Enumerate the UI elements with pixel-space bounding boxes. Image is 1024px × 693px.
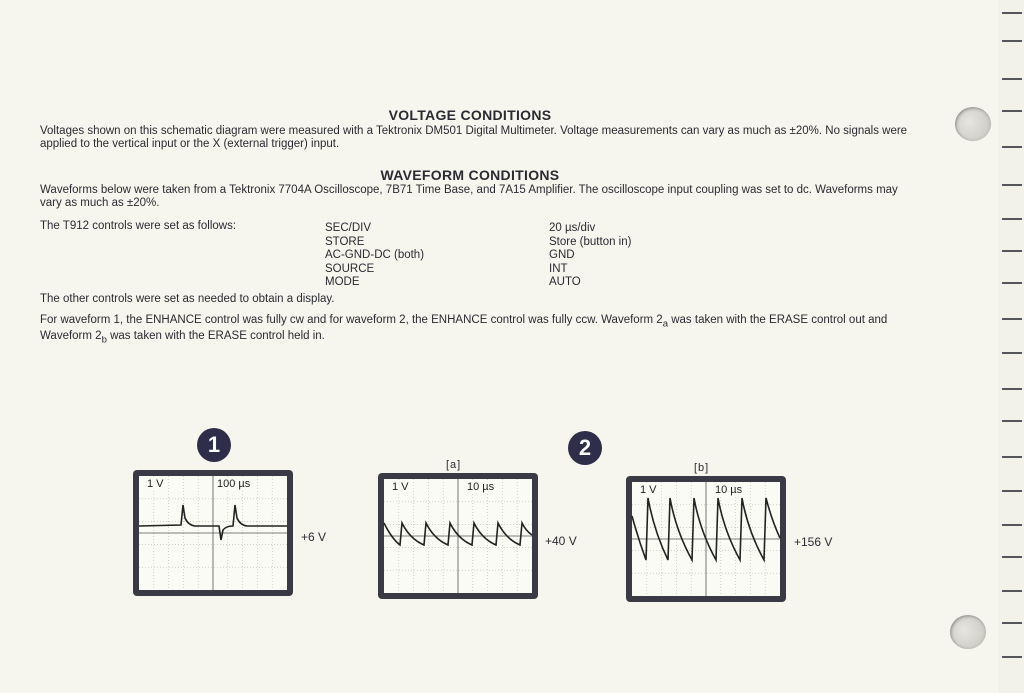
control-name: AC-GND-DC (both) <box>325 249 425 261</box>
oscilloscope-display-2b <box>626 476 786 602</box>
binder-tab <box>1002 318 1022 320</box>
dc-level-label: +6 V <box>301 530 327 544</box>
waveform-1-badge: 1 <box>197 428 231 462</box>
binder-tab <box>1002 388 1022 390</box>
oscilloscope-display-1 <box>133 470 293 596</box>
binder-tab <box>1002 524 1022 526</box>
control-value: AUTO <box>549 276 581 288</box>
binder-tab <box>1002 420 1022 422</box>
control-value: GND <box>549 249 575 261</box>
control-value: 20 µs/div <box>549 222 596 234</box>
waveform-conditions-text: Waveforms below were taken from a Tektronix 7704A Oscilloscope, 7B71 Time Base, and 7A15 Amplifier. The oscilloscope input coupling was set to dc. Waveforms may vary as much as ±20%. <box>40 184 898 209</box>
control-name: SEC/DIV <box>325 222 372 234</box>
binder-tab <box>1002 110 1022 112</box>
controls-values <box>549 222 631 290</box>
binder-tab <box>1002 282 1022 284</box>
binder-tab <box>1002 40 1022 42</box>
waveform-2a-label: [a] <box>446 459 462 471</box>
control-value: Store (button in) <box>549 235 632 248</box>
controls-names <box>325 222 424 290</box>
volts-per-div-label: 1 V <box>147 478 164 490</box>
control-name: STORE <box>325 235 365 248</box>
waveform-2-badge: 2 <box>568 431 602 465</box>
dc-level-label: +156 V <box>794 535 833 549</box>
time-per-div-label: 100 µs <box>217 478 251 490</box>
control-name: SOURCE <box>325 262 375 275</box>
binder-tab <box>1002 622 1022 624</box>
volts-per-div-label: 1 V <box>640 484 657 496</box>
voltage-conditions-text: Voltages shown on this schematic diagram were measured with a Tektronix DM501 Digital Multimeter. Voltage measurements can vary as much as ±20%. No signals were applied to the vertical input or the X (external trigger) input. <box>40 125 908 150</box>
binder-tab <box>1002 556 1022 558</box>
binder-tab <box>1002 590 1022 592</box>
other-controls-text: The other controls were set as needed to obtain a display. <box>40 293 335 305</box>
dc-level-label: +40 V <box>545 534 577 548</box>
binder-tab <box>1002 352 1022 354</box>
binder-tab <box>1002 218 1022 220</box>
binder-edge <box>998 0 1024 693</box>
control-value: INT <box>549 262 568 275</box>
volts-per-div-label: 1 V <box>392 481 409 493</box>
waveform-2b-label: [b] <box>694 462 710 474</box>
binder-tab <box>1002 12 1022 14</box>
voltage-conditions-heading: VOLTAGE CONDITIONS <box>388 107 552 123</box>
control-name: MODE <box>325 276 360 288</box>
waveform-conditions-heading: WAVEFORM CONDITIONS <box>380 167 560 183</box>
binder-tab <box>1002 656 1022 658</box>
binder-tab <box>1002 184 1022 186</box>
binder-tab <box>1002 146 1022 148</box>
oscilloscope-display-2a <box>378 473 538 599</box>
binder-hole <box>955 107 991 141</box>
enhance-note-text: For waveform 1, the ENHANCE control was fully cw and for waveform 2, the ENHANCE control was fully ccw. Waveform $2_a$ was taken with the ERASE control out and Waveform $2_b$ was taken with the ERASE control held in. <box>40 314 888 346</box>
controls-label: The T912 controls were set as follows: <box>40 220 237 232</box>
binder-tab <box>1002 490 1022 492</box>
binder-tab <box>1002 250 1022 252</box>
time-per-div-label: 10 µs <box>467 481 495 493</box>
time-per-div-label: 10 µs <box>715 484 743 496</box>
binder-tab <box>1002 78 1022 80</box>
binder-hole <box>950 615 986 649</box>
binder-tab <box>1002 456 1022 458</box>
